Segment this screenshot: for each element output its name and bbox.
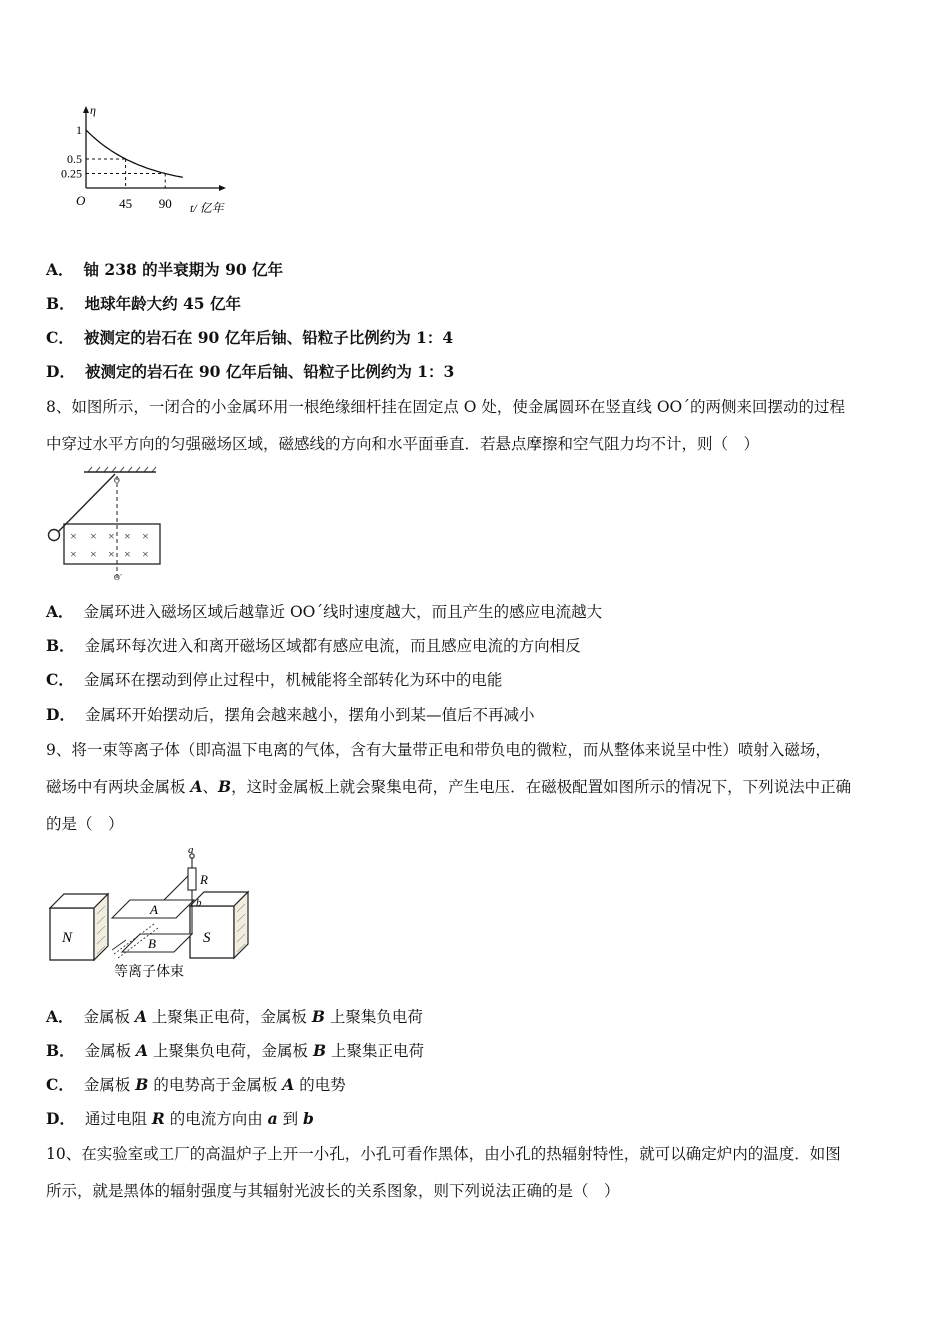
q9-option-d: D． 通过电阻 R 的电流方向由 a 到 b	[46, 1109, 314, 1128]
q8-stem-line1: 8、如图所示，一闭合的小金属环用一根绝缘细杆挂在固定点 O 处，使金属圆环在竖直线 OO´的两侧来回摆动的过程	[46, 398, 846, 416]
label-r: R	[200, 872, 208, 887]
svg-text:×: ×	[70, 529, 77, 543]
y-tick-label: 0.25	[61, 166, 82, 181]
svg-text:×: ×	[142, 547, 149, 561]
origin-label: O	[76, 193, 86, 208]
svg-text:×: ×	[108, 547, 115, 561]
svg-text:×: ×	[124, 547, 131, 561]
y-tick-label: 0.5	[67, 152, 82, 166]
svg-text:×: ×	[142, 529, 149, 543]
q7-option-d: D． 被测定的岩石在 90 亿年后铀、铅粒子比例约为 1：3	[46, 362, 455, 381]
svg-text:×: ×	[90, 547, 97, 561]
decay-curve	[86, 130, 183, 177]
q10-stem-line1: 10、在实验室或工厂的高温炉子上开一小孔，小孔可看作黑体，由小孔的热辐射特性，就可以确定炉内的温度．如图	[46, 1145, 841, 1163]
svg-text:×: ×	[70, 547, 77, 561]
q8-figure	[44, 466, 169, 586]
q8-option-d: D． 金属环开始摆动后，摆角会越来越小，摆角小到某—值后不再减小	[46, 705, 535, 724]
q9-stem-line3: 的是（ ）	[46, 815, 124, 833]
q8-stem-line2: 中穿过水平方向的匀强磁场区域，磁感线的方向和水平面垂直．若悬点摩擦和空气阻力均不计，则（ ）	[46, 435, 760, 453]
magnet-n	[50, 894, 108, 960]
q9-option-a: A． 金属板 A 上聚集正电荷，金属板 B 上聚集负电荷	[46, 1007, 423, 1026]
x-axis-label: t/ 亿年	[190, 201, 224, 215]
label-n: N	[62, 930, 73, 946]
y-tick-label: 1	[76, 123, 82, 137]
q9-stem-line1: 9、将一束等离子体（即高温下电离的气体，含有大量带正电和带负电的微粒，而从整体来说呈中性）喷射入磁场，	[46, 741, 831, 759]
q9-option-b: B． 金属板 A 上聚集负电荷，金属板 B 上聚集正电荷	[46, 1041, 424, 1060]
field-crosses	[70, 529, 149, 561]
x-tick-label: 45	[119, 196, 133, 211]
plasma-caption: 等离子体束	[114, 965, 184, 980]
x-axis-arrow	[219, 185, 226, 191]
y-axis-label: η	[90, 103, 96, 117]
svg-text:×: ×	[108, 529, 115, 543]
q7-option-b: B． 地球年龄大约 45 亿年	[46, 294, 241, 313]
q8-option-a: A． 金属环进入磁场区域后越靠近 OO´线时速度越大，而且产生的感应电流越大	[46, 602, 603, 621]
q9-figure	[46, 844, 261, 982]
plate-b	[122, 934, 192, 952]
y-axis-arrow	[83, 106, 89, 113]
metal-ring	[49, 530, 60, 541]
q7-option-c: C． 被测定的岩石在 90 亿年后铀、铅粒子比例约为 1：4	[46, 328, 454, 347]
q10-stem-line2: 所示，就是黑体的辐射强度与其辐射光波长的关系图象，则下列说法正确的是（ ）	[46, 1182, 620, 1200]
q8-option-b: B． 金属环每次进入和离开磁场区域都有感应电流，而且感应电流的方向相反	[46, 636, 581, 655]
q7-option-a: A． 铀 238 的半衰期为 90 亿年	[46, 260, 284, 279]
svg-text:×: ×	[124, 529, 131, 543]
q8-option-c: C． 金属环在摆动到停止过程中，机械能将全部转化为环中的电能	[46, 670, 503, 689]
label-o-top: O	[114, 476, 120, 485]
label-b-terminal: b	[196, 897, 202, 909]
label-plate-b: B	[148, 936, 156, 951]
label-o-bottom: O´	[114, 573, 123, 582]
svg-text:×: ×	[90, 529, 97, 543]
label-a-terminal: a	[188, 844, 194, 856]
label-s: S	[203, 930, 211, 946]
label-plate-a: A	[150, 902, 158, 917]
q9-stem-line2: 磁场中有两块金属板 A、B，这时金属板上就会聚集电荷，产生电压．在磁极配置如图所示的情况下，下列说法中正确	[46, 777, 852, 796]
decay-chart	[50, 100, 250, 225]
q9-option-c: C． 金属板 B 的电势高于金属板 A 的电势	[46, 1075, 346, 1094]
hanging-rod	[58, 474, 115, 532]
x-tick-label: 90	[158, 196, 172, 211]
